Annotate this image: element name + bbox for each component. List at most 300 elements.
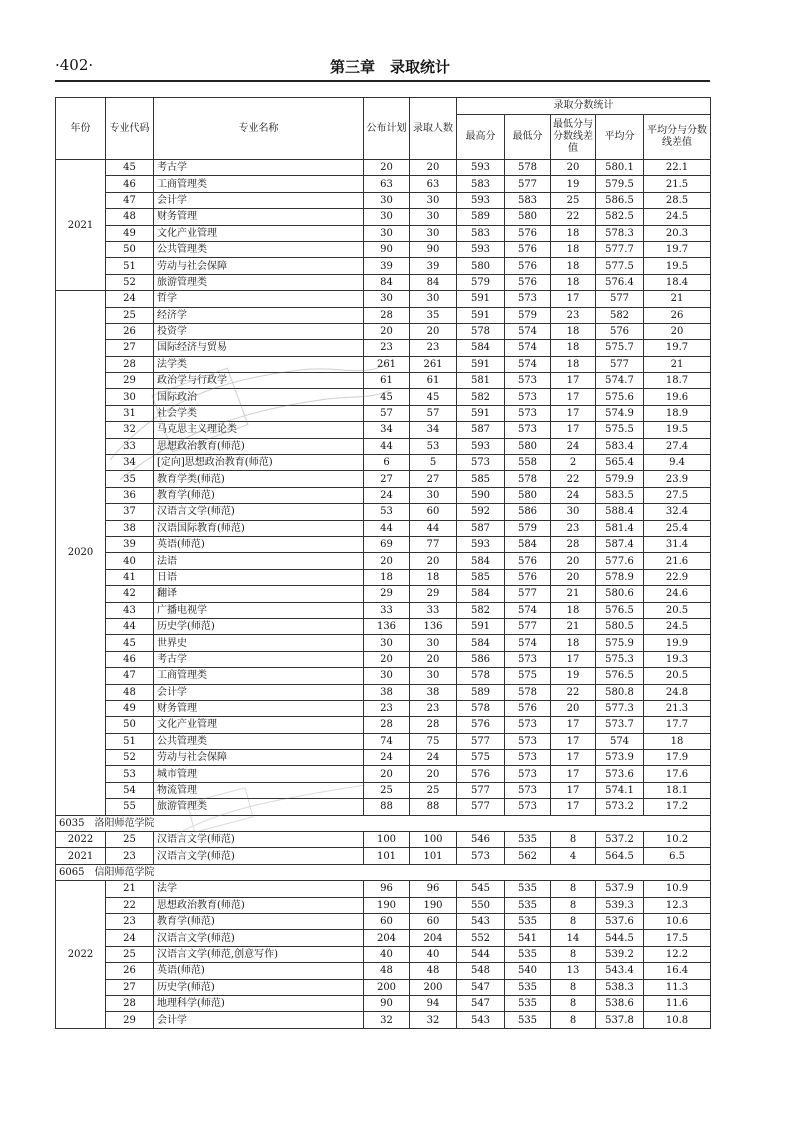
avg-cell: 588.4 [596,504,644,520]
avg-cell: 539.2 [596,946,644,962]
min-diff-cell: 18 [551,323,596,339]
major-cell: 会计学 [154,684,364,700]
plan-cell: 69 [364,536,410,552]
min-diff-cell: 24 [551,487,596,503]
max-cell: 591 [457,405,505,421]
code-cell: 23 [106,913,154,929]
min-cell: 573 [505,422,551,438]
code-cell: 28 [106,995,154,1011]
min-cell: 577 [505,586,551,602]
col-header-min-diff: 最低分与分数线差值 [551,115,596,160]
table-row [56,766,711,782]
max-cell: 579 [457,274,505,290]
table-row [56,799,711,815]
plan-cell: 261 [364,356,410,372]
avg-diff-cell: 24.5 [644,209,711,225]
min-diff-cell: 4 [551,848,596,864]
plan-cell: 30 [364,192,410,208]
avg-diff-cell: 10.9 [644,881,711,897]
code-cell: 50 [106,241,154,257]
table-row [56,963,711,979]
admit-cell: 190 [410,897,457,913]
table-row [56,979,711,995]
max-cell: 577 [457,733,505,749]
code-cell: 48 [106,209,154,225]
code-cell: 47 [106,668,154,684]
code-cell: 28 [106,356,154,372]
max-cell: 548 [457,963,505,979]
code-cell: 53 [106,766,154,782]
table-row [56,274,711,290]
admit-cell: 88 [410,799,457,815]
plan-cell: 48 [364,963,410,979]
avg-diff-cell: 20.3 [644,225,711,241]
page-header [55,50,710,82]
major-cell: 历史学(师范) [154,618,364,634]
major-cell: 汉语言文学(师范,创意写作) [154,946,364,962]
admit-cell: 63 [410,176,457,192]
major-cell: 汉语国际教育(师范) [154,520,364,536]
code-cell: 23 [106,848,154,864]
max-cell: 578 [457,700,505,716]
avg-cell: 543.4 [596,963,644,979]
table-row [56,930,711,946]
plan-cell: 34 [364,422,410,438]
plan-cell: 20 [364,766,410,782]
table-row [56,422,711,438]
max-cell: 577 [457,799,505,815]
avg-cell: 582 [596,307,644,323]
plan-cell: 23 [364,700,410,716]
admit-cell: 30 [410,209,457,225]
min-diff-cell: 17 [551,422,596,438]
min-cell: 535 [505,913,551,929]
plan-cell: 204 [364,930,410,946]
min-cell: 586 [505,504,551,520]
admit-cell: 5 [410,455,457,471]
avg-diff-cell: 9.4 [644,455,711,471]
plan-cell: 88 [364,799,410,815]
major-cell: 城市管理 [154,766,364,782]
school-row [56,815,711,831]
major-cell: 英语(师范) [154,963,364,979]
col-header-max: 最高分 [457,115,505,160]
avg-cell: 575.7 [596,340,644,356]
plan-cell: 30 [364,635,410,651]
code-cell: 51 [106,733,154,749]
min-cell: 573 [505,651,551,667]
code-cell: 50 [106,717,154,733]
plan-cell: 100 [364,832,410,848]
admit-cell: 84 [410,274,457,290]
plan-cell: 45 [364,389,410,405]
table-row [56,307,711,323]
table-row [56,258,711,274]
admit-cell: 261 [410,356,457,372]
avg-cell: 574.7 [596,373,644,389]
plan-cell: 6 [364,455,410,471]
col-header-avg-diff: 平均分与分数线差值 [644,115,711,160]
plan-cell: 33 [364,602,410,618]
max-cell: 580 [457,258,505,274]
avg-diff-cell: 25.4 [644,520,711,536]
code-cell: 52 [106,750,154,766]
code-cell: 44 [106,618,154,634]
max-cell: 583 [457,225,505,241]
plan-cell: 57 [364,405,410,421]
admit-cell: 35 [410,307,457,323]
max-cell: 575 [457,750,505,766]
plan-cell: 20 [364,323,410,339]
table-row [56,618,711,634]
major-cell: 投资学 [154,323,364,339]
code-cell: 32 [106,422,154,438]
admit-cell: 101 [410,848,457,864]
major-cell: 会计学 [154,192,364,208]
min-diff-cell: 18 [551,602,596,618]
col-header-min: 最低分 [505,115,551,160]
table-row [56,897,711,913]
min-diff-cell: 21 [551,618,596,634]
major-cell: 地理科学(师范) [154,995,364,1011]
table-row [56,733,711,749]
max-cell: 545 [457,881,505,897]
min-diff-cell: 30 [551,504,596,520]
max-cell: 550 [457,897,505,913]
admit-cell: 23 [410,700,457,716]
table-row [56,405,711,421]
plan-cell: 74 [364,733,410,749]
max-cell: 547 [457,995,505,1011]
avg-diff-cell: 19.7 [644,241,711,257]
admit-cell: 48 [410,963,457,979]
max-cell: 576 [457,717,505,733]
avg-cell: 537.6 [596,913,644,929]
min-diff-cell: 18 [551,225,596,241]
avg-diff-cell: 22.9 [644,569,711,585]
admit-cell: 20 [410,160,457,176]
avg-diff-cell: 24.6 [644,586,711,602]
table-row [56,455,711,471]
min-diff-cell: 2 [551,455,596,471]
plan-cell: 20 [364,160,410,176]
min-diff-cell: 8 [551,832,596,848]
col-header-admit: 录取人数 [410,98,457,160]
plan-cell: 28 [364,307,410,323]
year-cell: 2020 [56,291,106,816]
code-cell: 36 [106,487,154,503]
major-cell: 思想政治教育(师范) [154,897,364,913]
min-cell: 576 [505,225,551,241]
code-cell: 26 [106,323,154,339]
avg-cell: 575.5 [596,422,644,438]
min-diff-cell: 17 [551,799,596,815]
code-cell: 45 [106,160,154,176]
min-cell: 540 [505,963,551,979]
plan-cell: 29 [364,586,410,602]
admit-cell: 28 [410,717,457,733]
min-cell: 576 [505,274,551,290]
table-row [56,668,711,684]
admit-cell: 30 [410,192,457,208]
avg-diff-cell: 31.4 [644,536,711,552]
plan-cell: 136 [364,618,410,634]
avg-cell: 578.9 [596,569,644,585]
admit-cell: 53 [410,438,457,454]
min-cell: 574 [505,356,551,372]
major-cell: 工商管理类 [154,176,364,192]
max-cell: 591 [457,291,505,307]
school-name: 6065 信阳师范学院 [56,864,711,880]
table-row [56,750,711,766]
table-row [56,323,711,339]
table-row [56,176,711,192]
max-cell: 582 [457,389,505,405]
code-cell: 43 [106,602,154,618]
major-cell: 政治学与行政学 [154,373,364,389]
admit-cell: 20 [410,651,457,667]
min-cell: 579 [505,520,551,536]
code-cell: 52 [106,274,154,290]
col-header-score-stats: 录取分数统计 [457,98,711,115]
min-diff-cell: 20 [551,569,596,585]
plan-cell: 38 [364,684,410,700]
table-row [56,389,711,405]
min-cell: 578 [505,684,551,700]
min-diff-cell: 18 [551,241,596,257]
avg-cell: 586.5 [596,192,644,208]
code-cell: 33 [106,438,154,454]
max-cell: 592 [457,504,505,520]
major-cell: 会计学 [154,1012,364,1028]
min-diff-cell: 18 [551,340,596,356]
admit-cell: 34 [410,422,457,438]
admit-cell: 39 [410,258,457,274]
avg-diff-cell: 19.5 [644,258,711,274]
min-cell: 576 [505,241,551,257]
max-cell: 586 [457,651,505,667]
max-cell: 543 [457,1012,505,1028]
min-cell: 535 [505,979,551,995]
min-diff-cell: 24 [551,438,596,454]
avg-diff-cell: 22.1 [644,160,711,176]
max-cell: 584 [457,553,505,569]
table-row [56,225,711,241]
min-diff-cell: 18 [551,635,596,651]
code-cell: 24 [106,291,154,307]
max-cell: 585 [457,471,505,487]
major-cell: 汉语言文学(师范) [154,504,364,520]
admit-cell: 20 [410,323,457,339]
max-cell: 543 [457,913,505,929]
avg-diff-cell: 24.5 [644,618,711,634]
avg-diff-cell: 23.9 [644,471,711,487]
school-name: 6035 洛阳师范学院 [56,815,711,831]
admit-cell: 33 [410,602,457,618]
avg-diff-cell: 21.5 [644,176,711,192]
max-cell: 591 [457,618,505,634]
table-row [56,553,711,569]
major-cell: 法语 [154,553,364,569]
code-cell: 29 [106,373,154,389]
major-cell: 教育学(师范) [154,913,364,929]
max-cell: 547 [457,979,505,995]
avg-cell: 583.5 [596,487,644,503]
plan-cell: 40 [364,946,410,962]
max-cell: 583 [457,176,505,192]
min-diff-cell: 14 [551,930,596,946]
min-cell: 573 [505,766,551,782]
code-cell: 55 [106,799,154,815]
avg-diff-cell: 18.9 [644,405,711,421]
major-cell: 思想政治教育(师范) [154,438,364,454]
col-header-avg: 平均分 [596,115,644,160]
school-row [56,864,711,880]
avg-diff-cell: 20.5 [644,668,711,684]
table-row [56,438,711,454]
avg-diff-cell: 32.4 [644,504,711,520]
avg-cell: 576.5 [596,668,644,684]
col-header-plan: 公布计划 [364,98,410,160]
min-cell: 577 [505,176,551,192]
min-cell: 574 [505,340,551,356]
avg-diff-cell: 12.2 [644,946,711,962]
code-cell: 42 [106,586,154,602]
admit-cell: 32 [410,1012,457,1028]
max-cell: 589 [457,209,505,225]
code-cell: 21 [106,881,154,897]
min-diff-cell: 17 [551,651,596,667]
max-cell: 591 [457,307,505,323]
min-diff-cell: 17 [551,389,596,405]
table-body [56,160,711,1029]
table-row [56,160,711,176]
max-cell: 589 [457,684,505,700]
avg-cell: 576.5 [596,602,644,618]
plan-cell: 30 [364,291,410,307]
avg-diff-cell: 27.4 [644,438,711,454]
code-cell: 51 [106,258,154,274]
plan-cell: 28 [364,717,410,733]
max-cell: 582 [457,602,505,618]
avg-cell: 587.4 [596,536,644,552]
min-cell: 535 [505,995,551,1011]
table-row [56,192,711,208]
code-cell: 40 [106,553,154,569]
table-row [56,684,711,700]
avg-cell: 574.1 [596,782,644,798]
max-cell: 576 [457,766,505,782]
col-header-code: 专业代码 [106,98,154,160]
min-cell: 535 [505,881,551,897]
avg-diff-cell: 17.6 [644,766,711,782]
max-cell: 584 [457,340,505,356]
major-cell: 历史学(师范) [154,979,364,995]
admit-cell: 27 [410,471,457,487]
code-cell: 41 [106,569,154,585]
col-header-major: 专业名称 [154,98,364,160]
admit-cell: 61 [410,373,457,389]
major-cell: 哲学 [154,291,364,307]
admit-cell: 25 [410,782,457,798]
code-cell: 25 [106,832,154,848]
code-cell: 27 [106,979,154,995]
min-diff-cell: 8 [551,1012,596,1028]
min-diff-cell: 22 [551,471,596,487]
avg-diff-cell: 19.3 [644,651,711,667]
plan-cell: 24 [364,750,410,766]
min-diff-cell: 20 [551,700,596,716]
avg-diff-cell: 10.8 [644,1012,711,1028]
code-cell: 38 [106,520,154,536]
table-row [56,520,711,536]
min-cell: 573 [505,405,551,421]
avg-cell: 575.9 [596,635,644,651]
min-cell: 574 [505,635,551,651]
min-cell: 576 [505,569,551,585]
max-cell: 593 [457,536,505,552]
code-cell: 37 [106,504,154,520]
avg-cell: 577.3 [596,700,644,716]
major-cell: 公共管理类 [154,241,364,257]
avg-diff-cell: 10.2 [644,832,711,848]
min-cell: 573 [505,750,551,766]
min-cell: 535 [505,1012,551,1028]
min-diff-cell: 23 [551,307,596,323]
plan-cell: 63 [364,176,410,192]
avg-cell: 576.4 [596,274,644,290]
admit-cell: 30 [410,635,457,651]
avg-diff-cell: 18.1 [644,782,711,798]
max-cell: 584 [457,635,505,651]
major-cell: 汉语言文学(师范) [154,832,364,848]
avg-diff-cell: 20 [644,323,711,339]
major-cell: 世界史 [154,635,364,651]
min-cell: 535 [505,832,551,848]
max-cell: 546 [457,832,505,848]
plan-cell: 18 [364,569,410,585]
plan-cell: 61 [364,373,410,389]
plan-cell: 90 [364,995,410,1011]
code-cell: 22 [106,897,154,913]
plan-cell: 90 [364,241,410,257]
min-cell: 578 [505,160,551,176]
min-diff-cell: 22 [551,209,596,225]
min-cell: 574 [505,602,551,618]
table-row [56,241,711,257]
avg-cell: 580.6 [596,586,644,602]
avg-diff-cell: 17.7 [644,717,711,733]
avg-cell: 574 [596,733,644,749]
code-cell: 25 [106,946,154,962]
plan-cell: 190 [364,897,410,913]
avg-cell: 579.5 [596,176,644,192]
min-cell: 535 [505,946,551,962]
avg-diff-cell: 18.7 [644,373,711,389]
code-cell: 24 [106,930,154,946]
min-cell: 541 [505,930,551,946]
major-cell: 英语(师范) [154,536,364,552]
avg-diff-cell: 12.3 [644,897,711,913]
avg-cell: 580.5 [596,618,644,634]
avg-cell: 580.1 [596,160,644,176]
plan-cell: 44 [364,520,410,536]
avg-diff-cell: 17.9 [644,750,711,766]
max-cell: 591 [457,356,505,372]
min-cell: 576 [505,553,551,569]
min-cell: 578 [505,471,551,487]
avg-diff-cell: 20.5 [644,602,711,618]
